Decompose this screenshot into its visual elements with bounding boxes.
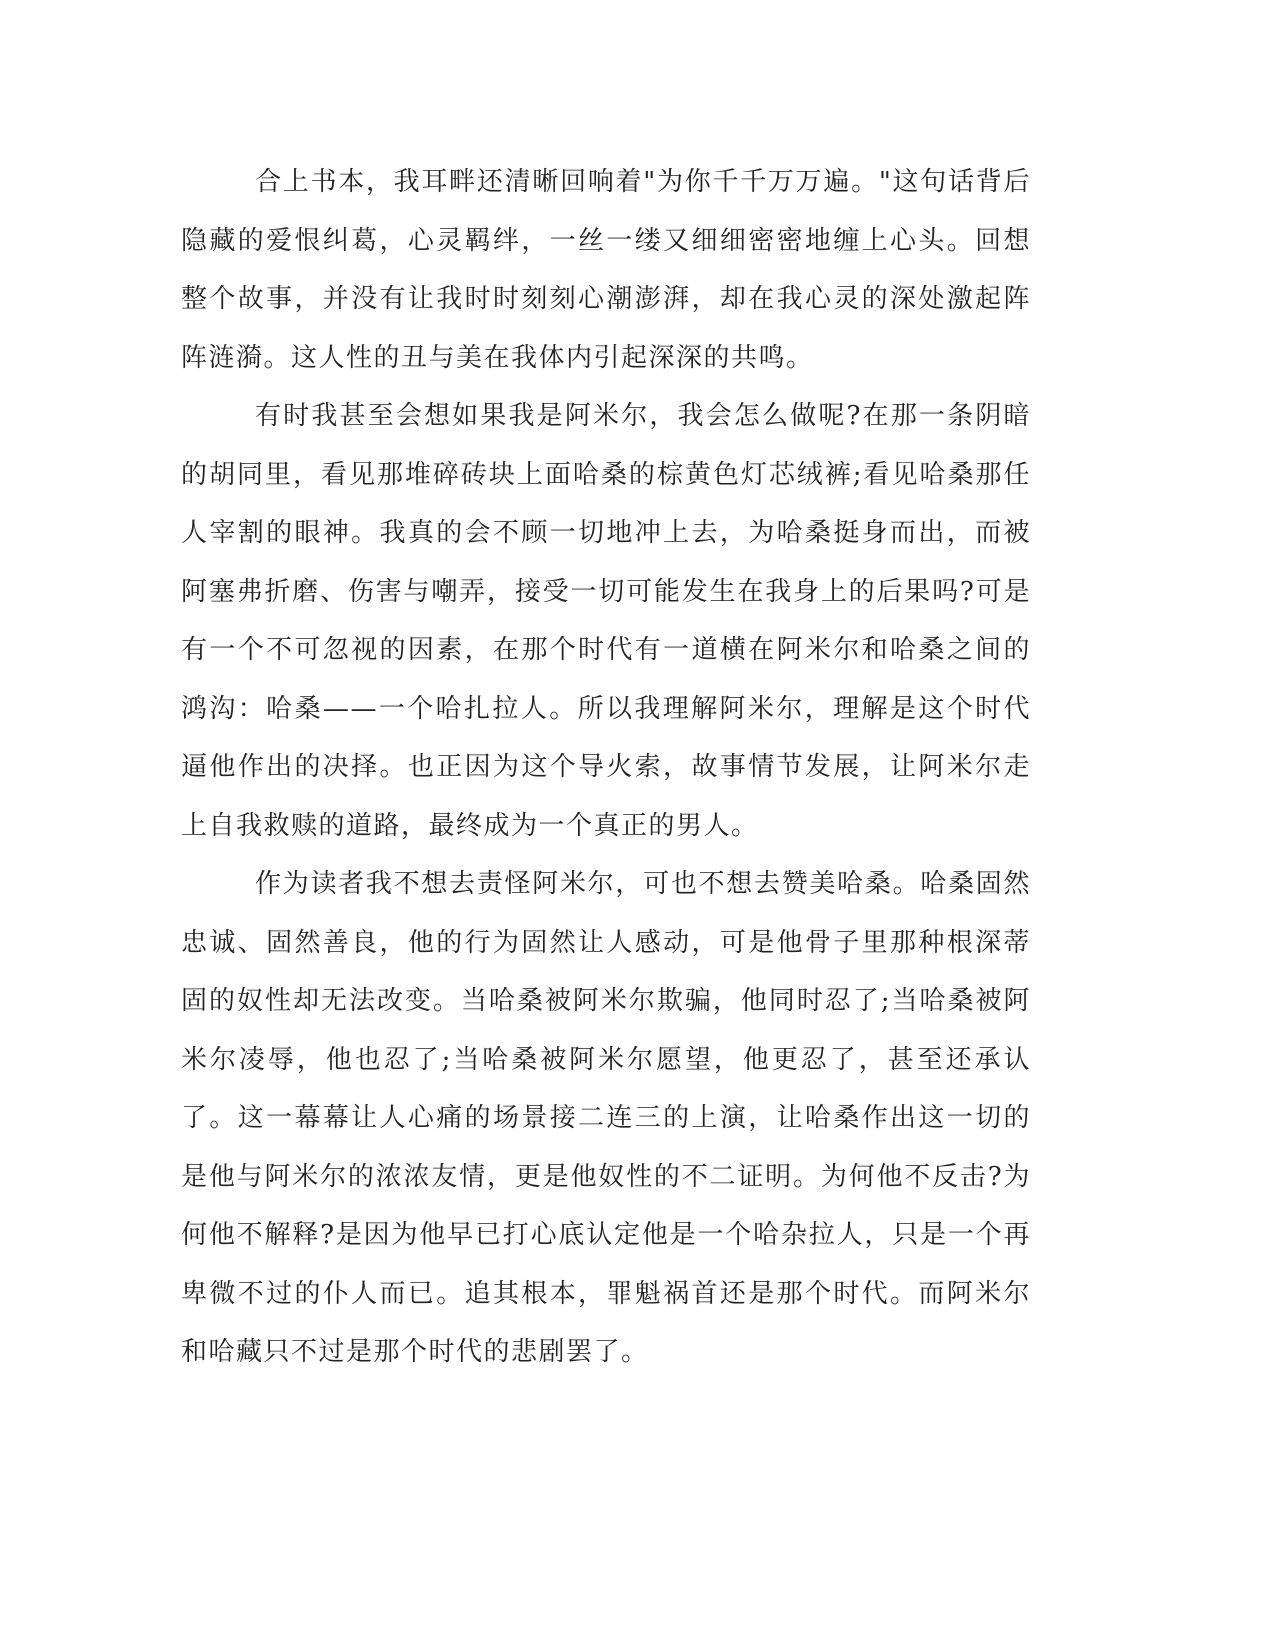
- document-body: [181, 153, 1031, 1382]
- paragraph-1: 合上书本，我耳畔还清晰回响着"为你千千万万遍。"这句话背后隐藏的爱恨纠葛，心灵羁绊，一丝一缕又细细密密地缠上心头。回想整个故事，并没有让我时时刻刻心潮澎湃，却在我心灵的深处激起阵阵涟漪。这人性的丑与美在我体内引起深深的共鸣。: [181, 167, 1031, 373]
- paragraph-3: 作为读者我不想去责怪阿米尔，可也不想去赞美哈桑。哈桑固然忠诚、固然善良，他的行为固然让人感动，可是他骨子里那种根深蒂固的奴性却无法改变。当哈桑被阿米尔欺骗，他同时忍了;当哈桑被阿米尔凌辱，他也忍了;当哈桑被阿米尔愿望，他更忍了，甚至还承认了。这一幕幕让人心痛的场景接二连三的上演，让哈桑作出这一切的是他与阿米尔的浓浓友情，更是他奴性的不二证明。为何他不反击?为何他不解释?是因为他早已打心底认定他是一个哈杂拉人，只是一个再卑微不过的仆人而已。追其根本，罪魁祸首还是那个时代。而阿米尔和哈藏只不过是那个时代的悲剧罢了。: [181, 869, 1031, 1367]
- paragraph-2: 有时我甚至会想如果我是阿米尔，我会怎么做呢?在那一条阴暗的胡同里，看见那堆碎砖块上面哈桑的棕黄色灯芯绒裤;看见哈桑那任人宰割的眼神。我真的会不顾一切地冲上去，为哈桑挺身而出，而被阿塞弗折磨、伤害与嘲弄，接受一切可能发生在我身上的后果吗?可是有一个不可忽视的因素，在那个时代有一道横在阿米尔和哈桑之间的鸿沟：哈桑——一个哈扎拉人。所以我理解阿米尔，理解是这个时代逼他作出的决择。也正因为这个导火索，故事情节发展，让阿米尔走上自我救赎的道路，最终成为一个真正的男人。: [181, 401, 1031, 841]
